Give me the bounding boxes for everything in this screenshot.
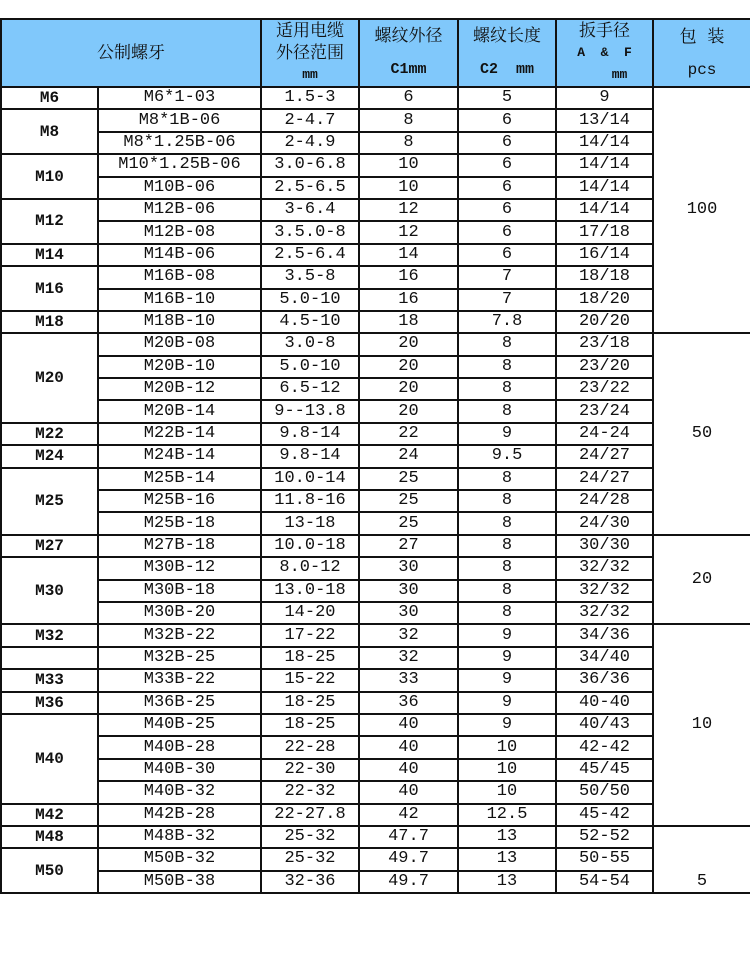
c1-cell: 30 xyxy=(359,557,458,579)
table-row xyxy=(1,512,750,534)
c1-cell: 40 xyxy=(359,781,458,803)
header-c1 xyxy=(359,19,458,87)
c1-cell: 25 xyxy=(359,468,458,490)
c1-cell: 12 xyxy=(359,221,458,243)
cable-range-cell: 4.5-10 xyxy=(261,311,359,333)
header-cable-unit: mm xyxy=(302,67,318,82)
c1-cell: 40 xyxy=(359,714,458,736)
af-cell: 20/20 xyxy=(556,311,653,333)
model-cell: M10B-06 xyxy=(98,177,261,199)
model-cell: M24B-14 xyxy=(98,445,261,467)
c2-cell: 9 xyxy=(458,692,556,714)
c1-cell: 33 xyxy=(359,669,458,691)
c1-cell: 30 xyxy=(359,580,458,602)
header-af-sub: A & F xyxy=(577,45,632,60)
af-cell: 32/32 xyxy=(556,580,653,602)
c1-cell: 10 xyxy=(359,177,458,199)
thread-size-cell: M22 xyxy=(1,423,98,445)
table-row xyxy=(1,759,750,781)
table-row xyxy=(1,826,750,848)
table-row xyxy=(1,266,750,288)
c2-cell: 8 xyxy=(458,602,556,624)
cable-range-cell: 14-20 xyxy=(261,602,359,624)
cable-range-cell: 1.5-3 xyxy=(261,87,359,109)
table-row xyxy=(1,602,750,624)
af-cell: 18/18 xyxy=(556,266,653,288)
header-cable-line2: 外径范围 xyxy=(276,43,344,63)
model-cell: M30B-18 xyxy=(98,580,261,602)
model-cell: M10*1.25B-06 xyxy=(98,154,261,176)
af-cell: 24-24 xyxy=(556,423,653,445)
c1-cell: 30 xyxy=(359,602,458,624)
c2-cell: 9 xyxy=(458,714,556,736)
c2-cell: 8 xyxy=(458,512,556,534)
af-cell: 23/18 xyxy=(556,333,653,355)
table-row xyxy=(1,624,750,646)
af-cell: 14/14 xyxy=(556,132,653,154)
header-c1-title: 螺纹外径 xyxy=(374,26,443,46)
cable-range-cell: 3-6.4 xyxy=(261,199,359,221)
c2-cell: 10 xyxy=(458,781,556,803)
model-cell: M16B-08 xyxy=(98,266,261,288)
metric-thread-spec-table xyxy=(0,18,750,894)
c1-cell: 25 xyxy=(359,490,458,512)
thread-size-cell: M12 xyxy=(1,199,98,244)
pcs-cell: 20 xyxy=(653,535,750,625)
table-row xyxy=(1,400,750,422)
table-body xyxy=(1,87,750,893)
model-cell: M36B-25 xyxy=(98,692,261,714)
af-cell: 24/30 xyxy=(556,512,653,534)
af-cell: 50-55 xyxy=(556,848,653,870)
table-row xyxy=(1,289,750,311)
c1-cell: 32 xyxy=(359,624,458,646)
thread-size-cell: M36 xyxy=(1,692,98,714)
c2-cell: 8 xyxy=(458,400,556,422)
af-cell: 42-42 xyxy=(556,736,653,758)
c1-cell: 20 xyxy=(359,400,458,422)
c2-cell: 13 xyxy=(458,826,556,848)
model-cell: M20B-10 xyxy=(98,356,261,378)
af-cell: 30/30 xyxy=(556,535,653,557)
af-cell: 14/14 xyxy=(556,199,653,221)
af-cell: 23/20 xyxy=(556,356,653,378)
c1-cell: 40 xyxy=(359,759,458,781)
table-row xyxy=(1,154,750,176)
cable-range-cell: 18-25 xyxy=(261,647,359,669)
c1-cell: 6 xyxy=(359,87,458,109)
table-row xyxy=(1,311,750,333)
cable-range-cell: 22-28 xyxy=(261,736,359,758)
af-cell: 45-42 xyxy=(556,804,653,826)
model-cell: M30B-12 xyxy=(98,557,261,579)
af-cell: 23/22 xyxy=(556,378,653,400)
model-cell: M8*1.25B-06 xyxy=(98,132,261,154)
c1-cell: 40 xyxy=(359,736,458,758)
cable-range-cell: 3.5-8 xyxy=(261,266,359,288)
c2-cell: 13 xyxy=(458,871,556,893)
model-cell: M22B-14 xyxy=(98,423,261,445)
header-pcs xyxy=(653,19,750,87)
thread-size-cell: M48 xyxy=(1,826,98,848)
af-cell: 24/27 xyxy=(556,445,653,467)
thread-size-cell: M14 xyxy=(1,244,98,266)
table-row xyxy=(1,580,750,602)
model-cell: M32B-22 xyxy=(98,624,261,646)
table-row xyxy=(1,781,750,803)
table-row xyxy=(1,177,750,199)
c2-cell: 6 xyxy=(458,132,556,154)
c2-cell: 6 xyxy=(458,177,556,199)
cable-range-cell: 13-18 xyxy=(261,512,359,534)
thread-size-cell xyxy=(1,647,98,669)
model-cell: M27B-18 xyxy=(98,535,261,557)
c2-cell: 8 xyxy=(458,333,556,355)
c2-cell: 9 xyxy=(458,647,556,669)
cable-range-cell: 22-27.8 xyxy=(261,804,359,826)
c1-cell: 24 xyxy=(359,445,458,467)
c2-cell: 10 xyxy=(458,736,556,758)
model-cell: M32B-25 xyxy=(98,647,261,669)
model-cell: M40B-32 xyxy=(98,781,261,803)
model-cell: M25B-14 xyxy=(98,468,261,490)
model-cell: M6*1-03 xyxy=(98,87,261,109)
header-c2-title: 螺纹长度 xyxy=(473,26,541,46)
cable-range-cell: 18-25 xyxy=(261,692,359,714)
table-row xyxy=(1,378,750,400)
model-cell: M50B-38 xyxy=(98,871,261,893)
model-cell: M20B-12 xyxy=(98,378,261,400)
cable-range-cell: 5.0-10 xyxy=(261,356,359,378)
pcs-cell: 5 xyxy=(653,826,750,893)
header-pcs-unit: pcs xyxy=(687,60,717,79)
thread-size-cell: M10 xyxy=(1,154,98,199)
c1-cell: 14 xyxy=(359,244,458,266)
cable-range-cell: 3.0-8 xyxy=(261,333,359,355)
c1-cell: 18 xyxy=(359,311,458,333)
table-row xyxy=(1,669,750,691)
model-cell: M18B-10 xyxy=(98,311,261,333)
c2-cell: 9.5 xyxy=(458,445,556,467)
af-cell: 40/43 xyxy=(556,714,653,736)
cable-range-cell: 15-22 xyxy=(261,669,359,691)
c1-cell: 12 xyxy=(359,199,458,221)
header-af-unit: mm xyxy=(611,67,628,82)
c1-cell: 42 xyxy=(359,804,458,826)
c1-cell: 47.7 xyxy=(359,826,458,848)
table-row xyxy=(1,87,750,109)
af-cell: 17/18 xyxy=(556,221,653,243)
af-cell: 54-54 xyxy=(556,871,653,893)
model-cell: M25B-16 xyxy=(98,490,261,512)
c2-cell: 8 xyxy=(458,468,556,490)
pcs-cell: 10 xyxy=(653,624,750,826)
c2-cell: 13 xyxy=(458,848,556,870)
cable-range-cell: 11.8-16 xyxy=(261,490,359,512)
c1-cell: 25 xyxy=(359,512,458,534)
table-row xyxy=(1,804,750,826)
model-cell: M14B-06 xyxy=(98,244,261,266)
table-row xyxy=(1,647,750,669)
model-cell: M16B-10 xyxy=(98,289,261,311)
af-cell: 13/14 xyxy=(556,109,653,131)
c2-cell: 7.8 xyxy=(458,311,556,333)
cable-range-cell: 9--13.8 xyxy=(261,400,359,422)
c1-cell: 20 xyxy=(359,356,458,378)
thread-size-cell: M32 xyxy=(1,624,98,646)
model-cell: M20B-14 xyxy=(98,400,261,422)
model-cell: M8*1B-06 xyxy=(98,109,261,131)
c2-cell: 6 xyxy=(458,244,556,266)
thread-size-cell: M16 xyxy=(1,266,98,311)
header-row xyxy=(1,19,750,87)
header-af-title: 扳手径 xyxy=(579,21,630,41)
c2-cell: 8 xyxy=(458,378,556,400)
c1-cell: 10 xyxy=(359,154,458,176)
c1-cell: 49.7 xyxy=(359,848,458,870)
table-row xyxy=(1,871,750,893)
af-cell: 36/36 xyxy=(556,669,653,691)
spec-table-container xyxy=(0,18,750,894)
thread-size-cell: M8 xyxy=(1,109,98,154)
c2-cell: 6 xyxy=(458,221,556,243)
c2-cell: 7 xyxy=(458,289,556,311)
cable-range-cell: 2-4.9 xyxy=(261,132,359,154)
table-row xyxy=(1,490,750,512)
af-cell: 50/50 xyxy=(556,781,653,803)
c2-cell: 8 xyxy=(458,356,556,378)
cable-range-cell: 22-32 xyxy=(261,781,359,803)
model-cell: M42B-28 xyxy=(98,804,261,826)
c2-cell: 8 xyxy=(458,580,556,602)
table-row xyxy=(1,714,750,736)
model-cell: M12B-08 xyxy=(98,221,261,243)
table-row xyxy=(1,423,750,445)
cable-range-cell: 17-22 xyxy=(261,624,359,646)
c1-cell: 22 xyxy=(359,423,458,445)
c2-cell: 9 xyxy=(458,423,556,445)
model-cell: M40B-25 xyxy=(98,714,261,736)
af-cell: 32/32 xyxy=(556,602,653,624)
cable-range-cell: 9.8-14 xyxy=(261,423,359,445)
model-cell: M33B-22 xyxy=(98,669,261,691)
c2-cell: 8 xyxy=(458,557,556,579)
thread-size-cell: M50 xyxy=(1,848,98,893)
cable-range-cell: 22-30 xyxy=(261,759,359,781)
c1-cell: 16 xyxy=(359,266,458,288)
af-cell: 52-52 xyxy=(556,826,653,848)
af-cell: 24/27 xyxy=(556,468,653,490)
cable-range-cell: 8.0-12 xyxy=(261,557,359,579)
c2-cell: 9 xyxy=(458,669,556,691)
pcs-cell: 100 xyxy=(653,87,750,333)
c2-cell: 12.5 xyxy=(458,804,556,826)
table-row xyxy=(1,356,750,378)
model-cell: M48B-32 xyxy=(98,826,261,848)
table-row xyxy=(1,557,750,579)
cable-range-cell: 9.8-14 xyxy=(261,445,359,467)
af-cell: 45/45 xyxy=(556,759,653,781)
c2-cell: 6 xyxy=(458,199,556,221)
c1-cell: 20 xyxy=(359,378,458,400)
pcs-cell: 50 xyxy=(653,333,750,535)
header-cable-range xyxy=(261,19,359,87)
thread-size-cell: M33 xyxy=(1,669,98,691)
table-row xyxy=(1,199,750,221)
af-cell: 40-40 xyxy=(556,692,653,714)
model-cell: M20B-08 xyxy=(98,333,261,355)
table-row xyxy=(1,109,750,131)
cable-range-cell: 3.5.0-8 xyxy=(261,221,359,243)
header-c1-unit: C1mm xyxy=(390,61,427,78)
header-thread xyxy=(1,19,261,87)
c2-cell: 8 xyxy=(458,535,556,557)
model-cell: M30B-20 xyxy=(98,602,261,624)
cable-range-cell: 10.0-18 xyxy=(261,535,359,557)
table-row xyxy=(1,692,750,714)
af-cell: 32/32 xyxy=(556,557,653,579)
thread-size-cell: M25 xyxy=(1,468,98,535)
cable-range-cell: 5.0-10 xyxy=(261,289,359,311)
thread-size-cell: M27 xyxy=(1,535,98,557)
af-cell: 14/14 xyxy=(556,177,653,199)
thread-size-cell: M24 xyxy=(1,445,98,467)
thread-size-cell: M6 xyxy=(1,87,98,109)
c2-cell: 6 xyxy=(458,154,556,176)
c1-cell: 49.7 xyxy=(359,871,458,893)
header-c2-unit: C2 mm xyxy=(479,61,534,78)
c2-cell: 8 xyxy=(458,490,556,512)
table-row xyxy=(1,132,750,154)
af-cell: 23/24 xyxy=(556,400,653,422)
af-cell: 9 xyxy=(556,87,653,109)
header-cable-line1: 适用电缆 xyxy=(276,21,344,41)
cable-range-cell: 25-32 xyxy=(261,826,359,848)
c1-cell: 36 xyxy=(359,692,458,714)
cable-range-cell: 10.0-14 xyxy=(261,468,359,490)
thread-size-cell: M30 xyxy=(1,557,98,624)
c1-cell: 8 xyxy=(359,132,458,154)
table-row xyxy=(1,468,750,490)
model-cell: M50B-32 xyxy=(98,848,261,870)
c1-cell: 8 xyxy=(359,109,458,131)
c2-cell: 5 xyxy=(458,87,556,109)
table-row xyxy=(1,736,750,758)
c2-cell: 10 xyxy=(458,759,556,781)
af-cell: 16/14 xyxy=(556,244,653,266)
table-row xyxy=(1,848,750,870)
thread-size-cell: M18 xyxy=(1,311,98,333)
c1-cell: 20 xyxy=(359,333,458,355)
af-cell: 34/40 xyxy=(556,647,653,669)
cable-range-cell: 13.0-18 xyxy=(261,580,359,602)
cable-range-cell: 2.5-6.4 xyxy=(261,244,359,266)
af-cell: 34/36 xyxy=(556,624,653,646)
table-row xyxy=(1,244,750,266)
af-cell: 24/28 xyxy=(556,490,653,512)
model-cell: M12B-06 xyxy=(98,199,261,221)
model-cell: M25B-18 xyxy=(98,512,261,534)
c2-cell: 9 xyxy=(458,624,556,646)
table-row xyxy=(1,221,750,243)
cable-range-cell: 6.5-12 xyxy=(261,378,359,400)
table-row xyxy=(1,333,750,355)
thread-size-cell: M42 xyxy=(1,804,98,826)
af-cell: 14/14 xyxy=(556,154,653,176)
table-row xyxy=(1,535,750,557)
cable-range-cell: 32-36 xyxy=(261,871,359,893)
c1-cell: 32 xyxy=(359,647,458,669)
table-row xyxy=(1,445,750,467)
c1-cell: 27 xyxy=(359,535,458,557)
af-cell: 18/20 xyxy=(556,289,653,311)
cable-range-cell: 3.0-6.8 xyxy=(261,154,359,176)
thread-size-cell: M20 xyxy=(1,333,98,423)
model-cell: M40B-28 xyxy=(98,736,261,758)
header-pcs-title: 包 装 xyxy=(679,26,725,47)
c2-cell: 7 xyxy=(458,266,556,288)
c2-cell: 6 xyxy=(458,109,556,131)
cable-range-cell: 18-25 xyxy=(261,714,359,736)
cable-range-cell: 2.5-6.5 xyxy=(261,177,359,199)
cable-range-cell: 2-4.7 xyxy=(261,109,359,131)
model-cell: M40B-30 xyxy=(98,759,261,781)
header-af xyxy=(556,19,653,87)
header-c2 xyxy=(458,19,556,87)
c1-cell: 16 xyxy=(359,289,458,311)
header-thread-label: 公制螺牙 xyxy=(97,43,165,63)
cable-range-cell: 25-32 xyxy=(261,848,359,870)
thread-size-cell: M40 xyxy=(1,714,98,804)
